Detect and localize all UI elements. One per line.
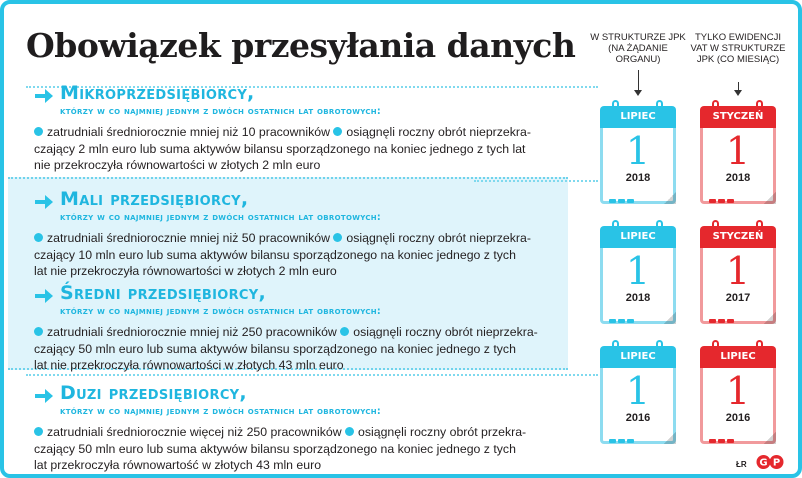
calendar-month: LIPIEC bbox=[700, 346, 776, 368]
calendar-month: STYCZEŃ bbox=[700, 106, 776, 128]
calendar-month: STYCZEŃ bbox=[700, 226, 776, 248]
criterion-continued: czający 50 mln euro lub suma aktywów bilansu sporządzonego na koniec jednego z tych bbox=[34, 441, 516, 456]
bullet-icon bbox=[345, 427, 354, 436]
section-body bbox=[34, 124, 574, 174]
calendar-day: 1 bbox=[625, 369, 651, 413]
dotted-connector bbox=[474, 180, 598, 182]
calendar-month: LIPIEC bbox=[600, 346, 676, 368]
bullet-icon bbox=[34, 233, 43, 242]
page-title: Obowiązek przesyłania danych bbox=[26, 26, 576, 65]
calendar-month: LIPIEC bbox=[600, 106, 676, 128]
calendar-day: 1 bbox=[625, 249, 651, 293]
calendar-year: 2016 bbox=[725, 412, 751, 424]
criterion-continued: czający 50 mln euro lub suma aktywów bilansu sporządzonego na koniec jednego z tych bbox=[34, 341, 516, 356]
calendar-month: LIPIEC bbox=[600, 226, 676, 248]
calendar-micro-vat bbox=[700, 100, 776, 204]
column-header-jpk-vat-monthly: TYLKO EWIDENCJI VAT W STRUKTURZE JPK (CO MIESIĄC) bbox=[690, 32, 786, 65]
section-subtitle: którzy w co najmniej jednym z dwóch ostatnich lat obrotowych: bbox=[60, 306, 382, 317]
column-pointer-line bbox=[638, 70, 639, 90]
arrow-right-icon bbox=[34, 386, 54, 406]
criterion-continued: czający 10 mln euro lub suma aktywów bilansu sporządzonego na koniec jednego z tych bbox=[34, 247, 516, 262]
dotted-connector bbox=[26, 374, 598, 376]
section-body bbox=[34, 424, 574, 474]
column-pointer-line bbox=[738, 82, 739, 90]
column-pointer-arrow bbox=[734, 90, 742, 96]
section-body bbox=[34, 230, 574, 280]
calendar-day: 1 bbox=[725, 369, 751, 413]
section-title: Duzi przedsiębiorcy, bbox=[60, 382, 247, 404]
gp-logo-icon bbox=[756, 454, 784, 470]
calendar-year: 2018 bbox=[625, 172, 651, 184]
criterion-turnover: osiągnęli roczny obrót nieprzekra- bbox=[346, 125, 531, 139]
arrow-right-icon bbox=[34, 86, 54, 106]
calendar-micro-jpk bbox=[600, 100, 676, 204]
criterion-continued: lat przekroczyła równowartość w złotych 43 mln euro bbox=[34, 458, 322, 472]
criterion-continued: nie przekroczyła równowartości w złotych 2 mln euro bbox=[34, 158, 321, 172]
criterion-turnover: osiągnęli roczny obrót nieprzekra- bbox=[346, 231, 531, 245]
calendar-large-vat bbox=[700, 340, 776, 444]
bullet-icon bbox=[333, 233, 342, 242]
section-subtitle: którzy w co najmniej jednym z dwóch ostatnich lat obrotowych: bbox=[60, 212, 382, 223]
section-title: Mikroprzedsiębiorcy, bbox=[60, 82, 255, 104]
criterion-employees: zatrudniali średniorocznie mniej niż 50 pracowników bbox=[47, 231, 330, 245]
section-subtitle: którzy w co najmniej jednym z dwóch ostatnich lat obrotowych: bbox=[60, 106, 382, 117]
calendar-year: 2016 bbox=[625, 412, 651, 424]
calendar-year: 2018 bbox=[625, 292, 651, 304]
calendar-year: 2018 bbox=[725, 172, 751, 184]
arrow-right-icon bbox=[34, 286, 54, 306]
section-title: Mali przedsiębiorcy, bbox=[60, 188, 249, 210]
calendar-day: 1 bbox=[725, 249, 751, 293]
column-header-jpk-on-request: W STRUKTURZE JPK (NA ŻĄDANIE ORGANU) bbox=[590, 32, 686, 65]
criterion-turnover: osiągnęli roczny obrót nieprzekra- bbox=[353, 325, 538, 339]
bullet-icon bbox=[333, 127, 342, 136]
criterion-employees: zatrudniali średniorocznie mniej niż 10 pracowników bbox=[47, 125, 330, 139]
criterion-continued: czający 2 mln euro lub suma aktywów bilansu sporządzonego na koniec jednego z tych lat bbox=[34, 141, 526, 156]
arrow-right-icon bbox=[34, 192, 54, 212]
calendar-large-jpk bbox=[600, 340, 676, 444]
bullet-icon bbox=[34, 327, 43, 336]
bullet-icon bbox=[34, 127, 43, 136]
criterion-continued: lat nie przekroczyła równowartości w złotych 43 mln euro bbox=[34, 358, 344, 372]
svg-text:G: G bbox=[759, 457, 768, 469]
section-title: Średni przedsiębiorcy, bbox=[60, 282, 266, 304]
bullet-icon bbox=[34, 427, 43, 436]
bullet-icon bbox=[340, 327, 349, 336]
svg-text:P: P bbox=[772, 457, 781, 469]
calendar-year: 2017 bbox=[725, 292, 751, 304]
section-subtitle: którzy w co najmniej jednym z dwóch ostatnich lat obrotowych: bbox=[60, 406, 382, 417]
calendar-day: 1 bbox=[725, 129, 751, 173]
column-pointer-arrow bbox=[634, 90, 642, 96]
criterion-turnover: osiągnęli roczny obrót przekra- bbox=[358, 425, 527, 439]
criterion-continued: lat nie przekroczyła równowartości w złotych 2 mln euro bbox=[34, 264, 337, 278]
section-body bbox=[34, 324, 574, 374]
criterion-employees: zatrudniali średniorocznie mniej niż 250 pracowników bbox=[47, 325, 337, 339]
author-credit: ŁR bbox=[736, 460, 747, 469]
calendar-small-medium-jpk bbox=[600, 220, 676, 324]
calendar-day: 1 bbox=[625, 129, 651, 173]
calendar-small-medium-vat bbox=[700, 220, 776, 324]
criterion-employees: zatrudniali średniorocznie więcej niż 250 pracowników bbox=[47, 425, 342, 439]
